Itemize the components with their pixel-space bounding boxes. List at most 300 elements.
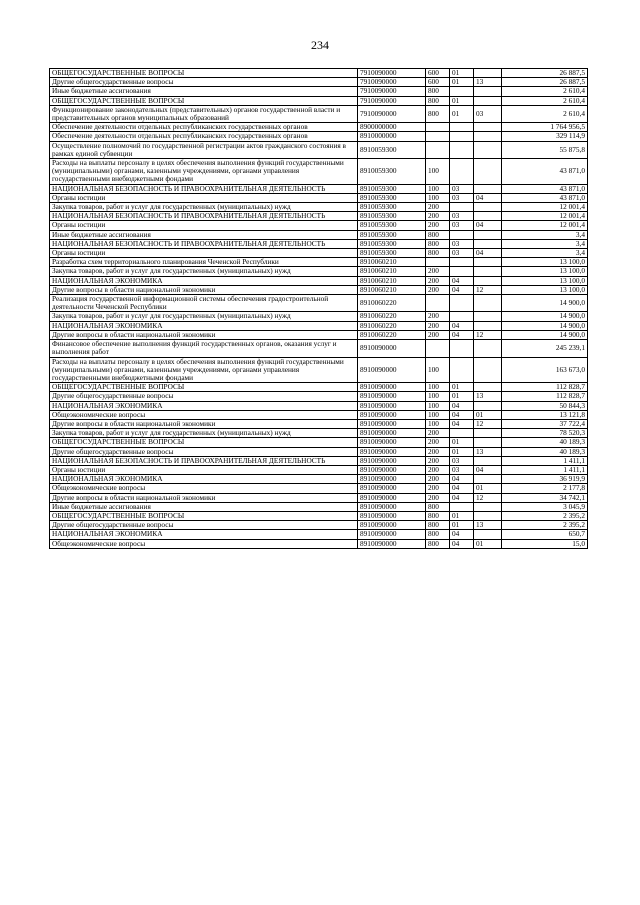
target-article-code-cell: 8910090000 [358,511,426,520]
subsection-code-cell [474,159,502,185]
section-code-cell [450,203,474,212]
row-name-cell: Расходы на выплаты персоналу в целях обеспечения выполнения функций государственными (муниципальными) органами, казенными учреждениями, органами управления государственными внебюджетными фондами [50,159,358,185]
amount-cell: 2 610,4 [502,96,588,105]
table-row [50,539,588,548]
expense-type-code-cell: 800 [426,502,450,511]
subsection-code-cell: 13 [474,447,502,456]
section-code-cell: 03 [450,465,474,474]
target-article-code-cell: 8910059300 [358,230,426,239]
row-name-cell: НАЦИОНАЛЬНАЯ ЭКОНОМИКА [50,530,358,539]
expense-type-code-cell: 200 [426,276,450,285]
section-code-cell [450,123,474,132]
target-article-code-cell: 8910090000 [358,493,426,502]
section-code-cell: 04 [450,475,474,484]
table-row [50,357,588,383]
section-code-cell: 04 [450,419,474,428]
expense-type-code-cell [426,340,450,357]
row-name-cell: Осуществление полномочий по государственной регистрации актов гражданского состояния в рамках единой субвенции [50,141,358,158]
target-article-code-cell: 8910090000 [358,484,426,493]
target-article-code-cell: 7910090000 [358,96,426,105]
row-name-cell: Закупка товаров, работ и услуг для государственных (муниципальных) нужд [50,312,358,321]
row-name-cell: Общеэкономические вопросы [50,539,358,548]
target-article-code-cell: 8910090000 [358,475,426,484]
subsection-code-cell: 01 [474,484,502,493]
expense-type-code-cell: 200 [426,267,450,276]
section-code-cell: 01 [450,521,474,530]
subsection-code-cell: 01 [474,410,502,419]
table-row [50,276,588,285]
expense-type-code-cell: 200 [426,203,450,212]
section-code-cell [450,357,474,383]
table-row [50,193,588,202]
row-name-cell: Другие общегосударственные вопросы [50,447,358,456]
amount-cell: 13 100,0 [502,276,588,285]
amount-cell: 40 189,3 [502,447,588,456]
subsection-code-cell: 12 [474,493,502,502]
amount-cell: 43 871,0 [502,193,588,202]
budget-table-body [50,69,588,549]
amount-cell: 3,4 [502,230,588,239]
expense-type-code-cell: 200 [426,484,450,493]
expense-type-code-cell: 100 [426,383,450,392]
target-article-code-cell: 8910090000 [358,383,426,392]
table-row [50,87,588,96]
subsection-code-cell [474,321,502,330]
amount-cell: 650,7 [502,530,588,539]
table-row [50,249,588,258]
section-code-cell: 01 [450,438,474,447]
amount-cell: 1 764 956,5 [502,123,588,132]
target-article-code-cell: 8910090000 [358,502,426,511]
table-row [50,419,588,428]
row-name-cell: Финансовое обеспечение выполнения функций государственных органов, оказания услуг и выполнения работ [50,340,358,357]
amount-cell: 2 610,4 [502,87,588,96]
target-article-code-cell: 8910090000 [358,539,426,548]
row-name-cell: Расходы на выплаты персоналу в целях обеспечения выполнения функций государственными (муниципальными) органами, казенными учреждениями, органами управления государственными внебюджетными фондами [50,357,358,383]
subsection-code-cell [474,502,502,511]
amount-cell: 13 100,0 [502,267,588,276]
subsection-code-cell [474,475,502,484]
amount-cell: 13 100,0 [502,285,588,294]
row-name-cell: Общеэкономические вопросы [50,484,358,493]
target-article-code-cell: 8910059300 [358,221,426,230]
table-row [50,502,588,511]
amount-cell: 13 121,8 [502,410,588,419]
section-code-cell: 01 [450,96,474,105]
target-article-code-cell: 8910059300 [358,239,426,248]
subsection-code-cell [474,530,502,539]
subsection-code-cell: 13 [474,78,502,87]
table-row [50,258,588,267]
table-row [50,484,588,493]
amount-cell: 2 610,4 [502,105,588,122]
amount-cell: 40 189,3 [502,438,588,447]
table-row [50,429,588,438]
row-name-cell: Разработка схем территориального планирования Чеченской Республики [50,258,358,267]
row-name-cell: Другие вопросы в области национальной экономики [50,330,358,339]
table-row [50,96,588,105]
subsection-code-cell [474,203,502,212]
section-code-cell [450,429,474,438]
section-code-cell: 01 [450,392,474,401]
amount-cell: 3,4 [502,249,588,258]
subsection-code-cell [474,69,502,78]
amount-cell: 50 844,3 [502,401,588,410]
subsection-code-cell [474,312,502,321]
section-code-cell [450,258,474,267]
expense-type-code-cell: 200 [426,475,450,484]
section-code-cell [450,141,474,158]
row-name-cell: НАЦИОНАЛЬНАЯ ЭКОНОМИКА [50,321,358,330]
expense-type-code-cell: 200 [426,429,450,438]
row-name-cell: Функционирование законодательных (представительных) органов государственной власти и представительных органов муниципальных образований [50,105,358,122]
table-row [50,69,588,78]
target-article-code-cell: 8910090000 [358,401,426,410]
table-row [50,105,588,122]
target-article-code-cell: 8910060220 [358,312,426,321]
amount-cell: 112 828,7 [502,383,588,392]
subsection-code-cell [474,230,502,239]
target-article-code-cell: 7910090000 [358,78,426,87]
expense-type-code-cell: 200 [426,438,450,447]
amount-cell: 1 411,1 [502,456,588,465]
target-article-code-cell: 8910059300 [358,193,426,202]
table-row [50,475,588,484]
subsection-code-cell: 04 [474,221,502,230]
target-article-code-cell: 7910090000 [358,105,426,122]
amount-cell: 55 875,8 [502,141,588,158]
section-code-cell [450,340,474,357]
row-name-cell: Обеспечение деятельности отдельных республиканских государственных органов [50,132,358,141]
row-name-cell: Реализация государственной информационной системы обеспечения градостроительной деятельности Чеченской Республики [50,295,358,312]
expense-type-code-cell: 200 [426,285,450,294]
target-article-code-cell: 8910060210 [358,276,426,285]
table-row [50,456,588,465]
row-name-cell: Общеэкономические вопросы [50,410,358,419]
target-article-code-cell: 8910090000 [358,429,426,438]
subsection-code-cell [474,239,502,248]
subsection-code-cell: 04 [474,249,502,258]
amount-cell: 2 177,8 [502,484,588,493]
expense-type-code-cell: 800 [426,511,450,520]
row-name-cell: Закупка товаров, работ и услуг для государственных (муниципальных) нужд [50,429,358,438]
section-code-cell: 04 [450,484,474,493]
page-number: 234 [311,38,329,52]
table-row [50,221,588,230]
table-row [50,447,588,456]
section-code-cell: 03 [450,184,474,193]
subsection-code-cell [474,123,502,132]
expense-type-code-cell: 200 [426,447,450,456]
table-row [50,383,588,392]
amount-cell: 26 887,5 [502,78,588,87]
subsection-code-cell [474,340,502,357]
amount-cell: 43 871,0 [502,184,588,193]
table-row [50,321,588,330]
amount-cell: 13 100,0 [502,258,588,267]
row-name-cell: Другие общегосударственные вопросы [50,392,358,401]
expense-type-code-cell: 200 [426,493,450,502]
amount-cell: 163 673,0 [502,357,588,383]
amount-cell: 112 828,7 [502,392,588,401]
row-name-cell: ОБЩЕГОСУДАРСТВЕННЫЕ ВОПРОСЫ [50,96,358,105]
subsection-code-cell: 13 [474,392,502,401]
row-name-cell: Другие вопросы в области национальной экономики [50,419,358,428]
amount-cell: 1 411,1 [502,465,588,474]
table-row [50,239,588,248]
expense-type-code-cell: 800 [426,521,450,530]
expense-type-code-cell [426,123,450,132]
section-code-cell: 03 [450,193,474,202]
subsection-code-cell [474,401,502,410]
amount-cell: 14 900,0 [502,312,588,321]
subsection-code-cell: 01 [474,539,502,548]
section-code-cell: 04 [450,493,474,502]
subsection-code-cell: 12 [474,330,502,339]
expense-type-code-cell: 100 [426,184,450,193]
section-code-cell: 04 [450,321,474,330]
target-article-code-cell: 8910090000 [358,456,426,465]
section-code-cell [450,87,474,96]
subsection-code-cell [474,511,502,520]
table-row [50,438,588,447]
subsection-code-cell [474,132,502,141]
amount-cell: 2 395,2 [502,511,588,520]
amount-cell: 329 114,9 [502,132,588,141]
table-row [50,511,588,520]
row-name-cell: Закупка товаров, работ и услуг для государственных (муниципальных) нужд [50,267,358,276]
expense-type-code-cell: 800 [426,530,450,539]
table-row [50,465,588,474]
target-article-code-cell: 8910090000 [358,438,426,447]
subsection-code-cell [474,456,502,465]
section-code-cell: 01 [450,69,474,78]
section-code-cell: 04 [450,330,474,339]
section-code-cell: 04 [450,401,474,410]
target-article-code-cell: 7910090000 [358,69,426,78]
amount-cell: 37 722,4 [502,419,588,428]
amount-cell: 12 001,4 [502,212,588,221]
amount-cell: 12 001,4 [502,221,588,230]
target-article-code-cell: 8910059300 [358,141,426,158]
row-name-cell: Органы юстиции [50,465,358,474]
subsection-code-cell [474,357,502,383]
subsection-code-cell: 13 [474,521,502,530]
amount-cell: 43 871,0 [502,159,588,185]
amount-cell: 36 919,9 [502,475,588,484]
section-code-cell: 04 [450,410,474,419]
expense-type-code-cell: 800 [426,105,450,122]
subsection-code-cell [474,212,502,221]
table-row [50,212,588,221]
table-row [50,141,588,158]
expense-type-code-cell: 100 [426,357,450,383]
target-article-code-cell: 8910060210 [358,267,426,276]
expense-type-code-cell: 100 [426,419,450,428]
section-code-cell: 04 [450,285,474,294]
section-code-cell: 01 [450,383,474,392]
table-row [50,159,588,185]
target-article-code-cell: 8910060210 [358,285,426,294]
expense-type-code-cell: 800 [426,87,450,96]
subsection-code-cell [474,429,502,438]
row-name-cell: НАЦИОНАЛЬНАЯ ЭКОНОМИКА [50,401,358,410]
table-row [50,392,588,401]
section-code-cell: 03 [450,249,474,258]
expense-type-code-cell: 200 [426,330,450,339]
expense-type-code-cell: 200 [426,221,450,230]
amount-cell: 2 395,2 [502,521,588,530]
expense-type-code-cell: 100 [426,401,450,410]
table-row [50,493,588,502]
target-article-code-cell: 8910000000 [358,132,426,141]
section-code-cell [450,132,474,141]
section-code-cell: 01 [450,105,474,122]
row-name-cell: Другие общегосударственные вопросы [50,521,358,530]
table-row [50,285,588,294]
expense-type-code-cell: 100 [426,159,450,185]
target-article-code-cell: 8910059300 [358,249,426,258]
amount-cell: 34 742,1 [502,493,588,502]
row-name-cell: Закупка товаров, работ и услуг для государственных (муниципальных) нужд [50,203,358,212]
expense-type-code-cell: 800 [426,249,450,258]
row-name-cell: ОБЩЕГОСУДАРСТВЕННЫЕ ВОПРОСЫ [50,438,358,447]
row-name-cell: НАЦИОНАЛЬНАЯ БЕЗОПАСНОСТЬ И ПРАВООХРАНИТЕЛЬНАЯ ДЕЯТЕЛЬНОСТЬ [50,184,358,193]
table-row [50,132,588,141]
expense-type-code-cell: 200 [426,456,450,465]
expense-type-code-cell: 800 [426,96,450,105]
row-name-cell: Органы юстиции [50,193,358,202]
expense-type-code-cell: 200 [426,312,450,321]
section-code-cell: 03 [450,456,474,465]
target-article-code-cell: 8910059300 [358,159,426,185]
row-name-cell: Органы юстиции [50,221,358,230]
target-article-code-cell: 8910059300 [358,203,426,212]
amount-cell: 245 239,1 [502,340,588,357]
target-article-code-cell: 8910059300 [358,184,426,193]
subsection-code-cell [474,276,502,285]
subsection-code-cell [474,141,502,158]
row-name-cell: Другие вопросы в области национальной экономики [50,493,358,502]
table-row [50,340,588,357]
row-name-cell: Иные бюджетные ассигнования [50,87,358,96]
expense-type-code-cell [426,132,450,141]
amount-cell: 3 045,9 [502,502,588,511]
table-row [50,530,588,539]
expense-type-code-cell: 100 [426,392,450,401]
expense-type-code-cell: 600 [426,69,450,78]
subsection-code-cell [474,87,502,96]
section-code-cell: 01 [450,447,474,456]
table-row [50,295,588,312]
section-code-cell: 01 [450,511,474,520]
table-row [50,78,588,87]
expense-type-code-cell: 100 [426,193,450,202]
subsection-code-cell: 12 [474,285,502,294]
expense-type-code-cell: 800 [426,239,450,248]
budget-table [49,68,588,549]
section-code-cell: 04 [450,276,474,285]
table-row [50,410,588,419]
section-code-cell [450,159,474,185]
expense-type-code-cell [426,141,450,158]
subsection-code-cell [474,295,502,312]
target-article-code-cell: 8910090000 [358,419,426,428]
expense-type-code-cell: 600 [426,78,450,87]
section-code-cell: 03 [450,239,474,248]
subsection-code-cell: 03 [474,105,502,122]
subsection-code-cell [474,258,502,267]
section-code-cell: 04 [450,530,474,539]
row-name-cell: НАЦИОНАЛЬНАЯ БЕЗОПАСНОСТЬ И ПРАВООХРАНИТЕЛЬНАЯ ДЕЯТЕЛЬНОСТЬ [50,212,358,221]
expense-type-code-cell: 800 [426,230,450,239]
section-code-cell: 04 [450,539,474,548]
target-article-code-cell: 8910090000 [358,392,426,401]
table-row [50,184,588,193]
amount-cell: 78 520,3 [502,429,588,438]
amount-cell: 26 887,5 [502,69,588,78]
section-code-cell [450,230,474,239]
target-article-code-cell: 8910090000 [358,521,426,530]
section-code-cell: 01 [450,78,474,87]
row-name-cell: Иные бюджетные ассигнования [50,230,358,239]
row-name-cell: Иные бюджетные ассигнования [50,502,358,511]
amount-cell: 14 900,0 [502,295,588,312]
target-article-code-cell: 7910090000 [358,87,426,96]
section-code-cell [450,267,474,276]
target-article-code-cell: 8910090000 [358,410,426,419]
section-code-cell: 03 [450,212,474,221]
row-name-cell: Обеспечение деятельности отдельных республиканских государственных органов [50,123,358,132]
expense-type-code-cell: 200 [426,465,450,474]
table-row [50,521,588,530]
target-article-code-cell: 8900000000 [358,123,426,132]
subsection-code-cell [474,438,502,447]
table-row [50,330,588,339]
subsection-code-cell: 12 [474,419,502,428]
target-article-code-cell: 8910090000 [358,340,426,357]
table-row [50,401,588,410]
table-row [50,230,588,239]
subsection-code-cell [474,267,502,276]
row-name-cell: ОБЩЕГОСУДАРСТВЕННЫЕ ВОПРОСЫ [50,69,358,78]
amount-cell: 14 900,0 [502,330,588,339]
subsection-code-cell [474,96,502,105]
target-article-code-cell: 8910090000 [358,465,426,474]
target-article-code-cell: 8910059300 [358,212,426,221]
target-article-code-cell: 8910060220 [358,330,426,339]
table-row [50,267,588,276]
amount-cell: 14 900,0 [502,321,588,330]
row-name-cell: ОБЩЕГОСУДАРСТВЕННЫЕ ВОПРОСЫ [50,383,358,392]
amount-cell: 12 001,4 [502,203,588,212]
row-name-cell: НАЦИОНАЛЬНАЯ ЭКОНОМИКА [50,475,358,484]
row-name-cell: Органы юстиции [50,249,358,258]
target-article-code-cell: 8910060210 [358,258,426,267]
table-row [50,123,588,132]
subsection-code-cell [474,383,502,392]
target-article-code-cell: 8910090000 [358,357,426,383]
section-code-cell [450,502,474,511]
row-name-cell: Другие вопросы в области национальной экономики [50,285,358,294]
amount-cell: 3,4 [502,239,588,248]
row-name-cell: ОБЩЕГОСУДАРСТВЕННЫЕ ВОПРОСЫ [50,511,358,520]
row-name-cell: НАЦИОНАЛЬНАЯ ЭКОНОМИКА [50,276,358,285]
amount-cell: 15,0 [502,539,588,548]
target-article-code-cell: 8910090000 [358,447,426,456]
row-name-cell: Другие общегосударственные вопросы [50,78,358,87]
subsection-code-cell [474,184,502,193]
